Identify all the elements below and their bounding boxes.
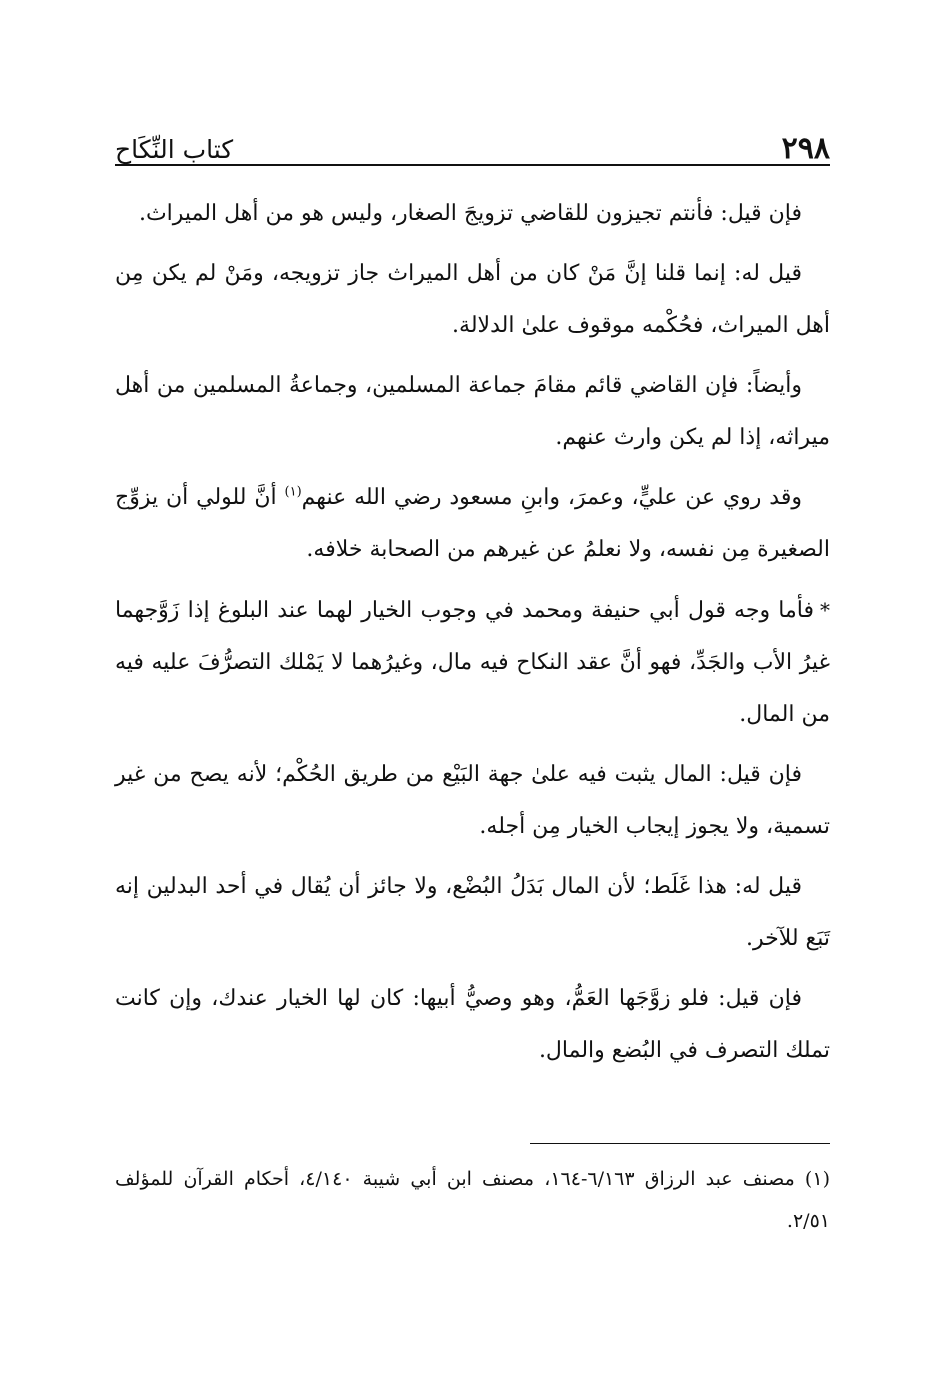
section-star-marker: * [820,598,830,622]
paragraph [115,584,830,741]
header-divider [115,164,830,166]
footnote: (١) مصنف عبد الرزاق ٦/١٦٣-١٦٤، مصنف ابن أبي شيبة ٤/١٤٠، أحكام القرآن للمؤلف ٢/٥١. [115,1168,830,1232]
main-text [115,188,830,1085]
running-title: كتاب النِّكَاح [115,135,234,164]
footnotes [115,1158,830,1242]
paragraph: فإن قيل: فلو زوَّجَها العَمُّ، وهو وصيُّ أبيها: كان لها الخيار عندك، وإن كانت تملك التصرف في البُضع والمال. [115,986,830,1063]
paragraph-text: أنَّ للولي أن يزوِّج الصغيرة مِن نفسه، ولا نعلمُ عن غيرهم من الصحابة خلافه. [115,485,830,562]
page-number: ٢٩٨ [781,131,830,166]
paragraph-text: وقد روي عن عليٍّ، وعمرَ، وابنِ مسعود رضي الله عنهم [301,485,802,510]
paragraph: فإن قيل: المال يثبت فيه علىٰ جهة البَيْع من طريق الحُكْم؛ لأنه يصح من غير تسمية، ولا يجوز إيجاب الخيار مِن أجله. [115,762,830,839]
paragraph [115,472,830,576]
paragraph-text: فأما وجه قول أبي حنيفة ومحمد في وجوب الخيار لهما عند البلوغ إذا زَوَّجهما غيرُ الأب والجَدِّ، فهو أنَّ عقد النكاح فيه مال، وغيرُهما لا يَمْلك التصرُّفَ عليه فيه من المال. [115,598,830,727]
paragraph: قيل له: هذا غَلَط؛ لأن المال بَدَلُ البُضْع، ولا جائز أن يُقال في أحد البدلين إنه تَبَع للآخر. [115,874,830,951]
page-header [115,118,830,164]
paragraph: فإن قيل: فأنتم تجيزون للقاضي تزويجَ الصغار، وليس هو من أهل الميراث. [138,201,802,226]
footnote-reference[interactable]: (١) [284,484,302,500]
paragraph: قيل له: إنما قلنا إنَّ مَنْ كان من أهل الميراث جاز تزويجه، ومَنْ لم يكن مِن أهل الميراث، فحُكْمه موقوف علىٰ الدلالة. [115,261,830,338]
paragraph: وأيضاً: فإن القاضي قائم مقامَ جماعة المسلمين، وجماعةُ المسلمين من أهل ميراثه، إذا لم يكن وارث عنهم. [115,373,830,450]
footnote-divider [530,1143,830,1144]
